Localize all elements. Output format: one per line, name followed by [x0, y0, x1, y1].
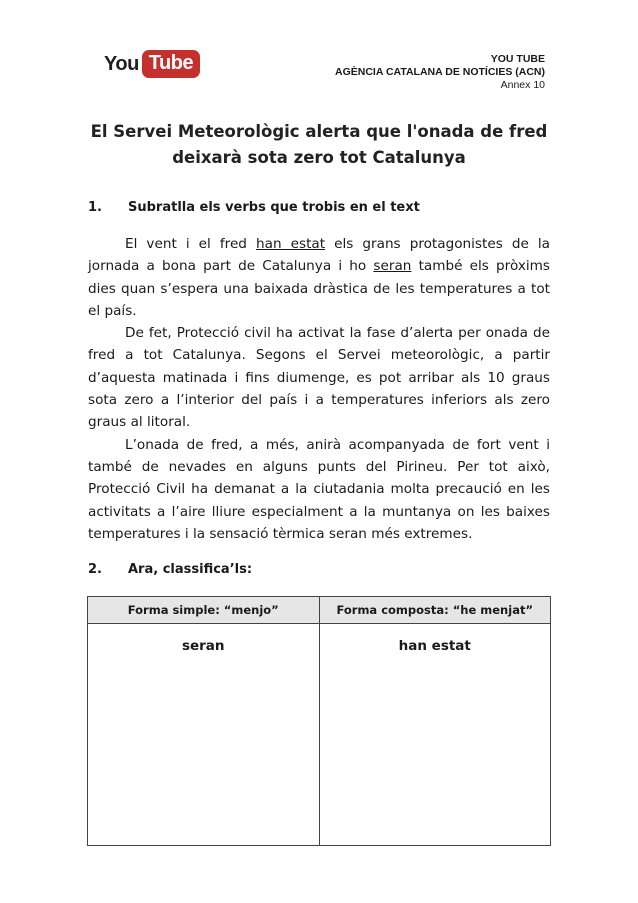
- section-1-heading: [88, 198, 420, 218]
- paragraph-1: [88, 233, 550, 322]
- underlined-verb-han-estat: han estat: [256, 236, 326, 252]
- table-header-row: [88, 597, 550, 624]
- title-line-2: deixarà sota zero tot Catalunya: [172, 148, 466, 167]
- table-body-row: [88, 624, 550, 846]
- paragraph-2: De fet, Protecció civil ha activat la fase d’alerta per onada de fred a tot Catalunya. Segons el Servei meteorològic, a partir d’aquesta matinada i fins diumenge, es pot arribar als 10 graus sota zero a l’interior del país i a temperatures inferiors als zero graus al litoral.: [88, 325, 550, 431]
- header-compound-form: Forma composta: “he menjat”: [336, 603, 534, 617]
- paragraph-1-part-a: El vent i el fred: [125, 236, 256, 252]
- header-annex: Annex 10: [500, 79, 545, 91]
- article-body: [88, 233, 550, 545]
- section-2-heading: [88, 560, 252, 580]
- section-2-number: 2.: [88, 562, 102, 577]
- logo-you-text: You: [104, 52, 139, 75]
- underlined-verb-seran: seran: [373, 258, 412, 275]
- document-header: [335, 53, 545, 92]
- header-source: YOU TUBE: [490, 53, 545, 65]
- classification-table: [87, 596, 551, 846]
- cell-compound-form: han estat: [398, 638, 471, 654]
- paragraph-1-part-c: també els pròxims dies quan s’espera una baixada dràstica de les temperatures a tot el país.: [88, 258, 550, 319]
- paragraph-3: L’onada de fred, a més, anirà acompanyada de fort vent i també de nevades en alguns punts del Pirineu. Per tot això, Protecció Civil ha demanat a la ciutadania molta precaució en les activitats a l’aire lliure especialment a la muntanya on les baixes temperatures i la sensació tèrmica seran més extremes.: [88, 436, 550, 542]
- header-simple-form: Forma simple: “menjo”: [88, 597, 320, 623]
- header-agency: AGÈNCIA CATALANA DE NOTÍCIES (ACN): [335, 66, 545, 78]
- logo-tube-text: Tube: [142, 50, 200, 78]
- section-2-instruction: Ara, classifica’ls:: [128, 562, 253, 577]
- youtube-logo: [104, 50, 200, 78]
- cell-simple-form: seran: [88, 624, 320, 846]
- article-title: [88, 119, 550, 171]
- section-1-instruction: Subratlla els verbs que trobis en el text: [128, 200, 420, 215]
- section-1-number: 1.: [88, 200, 102, 215]
- paragraph-1-part-b: els grans protagonistes de la jornada a bona part de Catalunya i ho: [88, 236, 551, 275]
- title-line-1: El Servei Meteorològic alerta que l'onada de fred: [90, 122, 548, 141]
